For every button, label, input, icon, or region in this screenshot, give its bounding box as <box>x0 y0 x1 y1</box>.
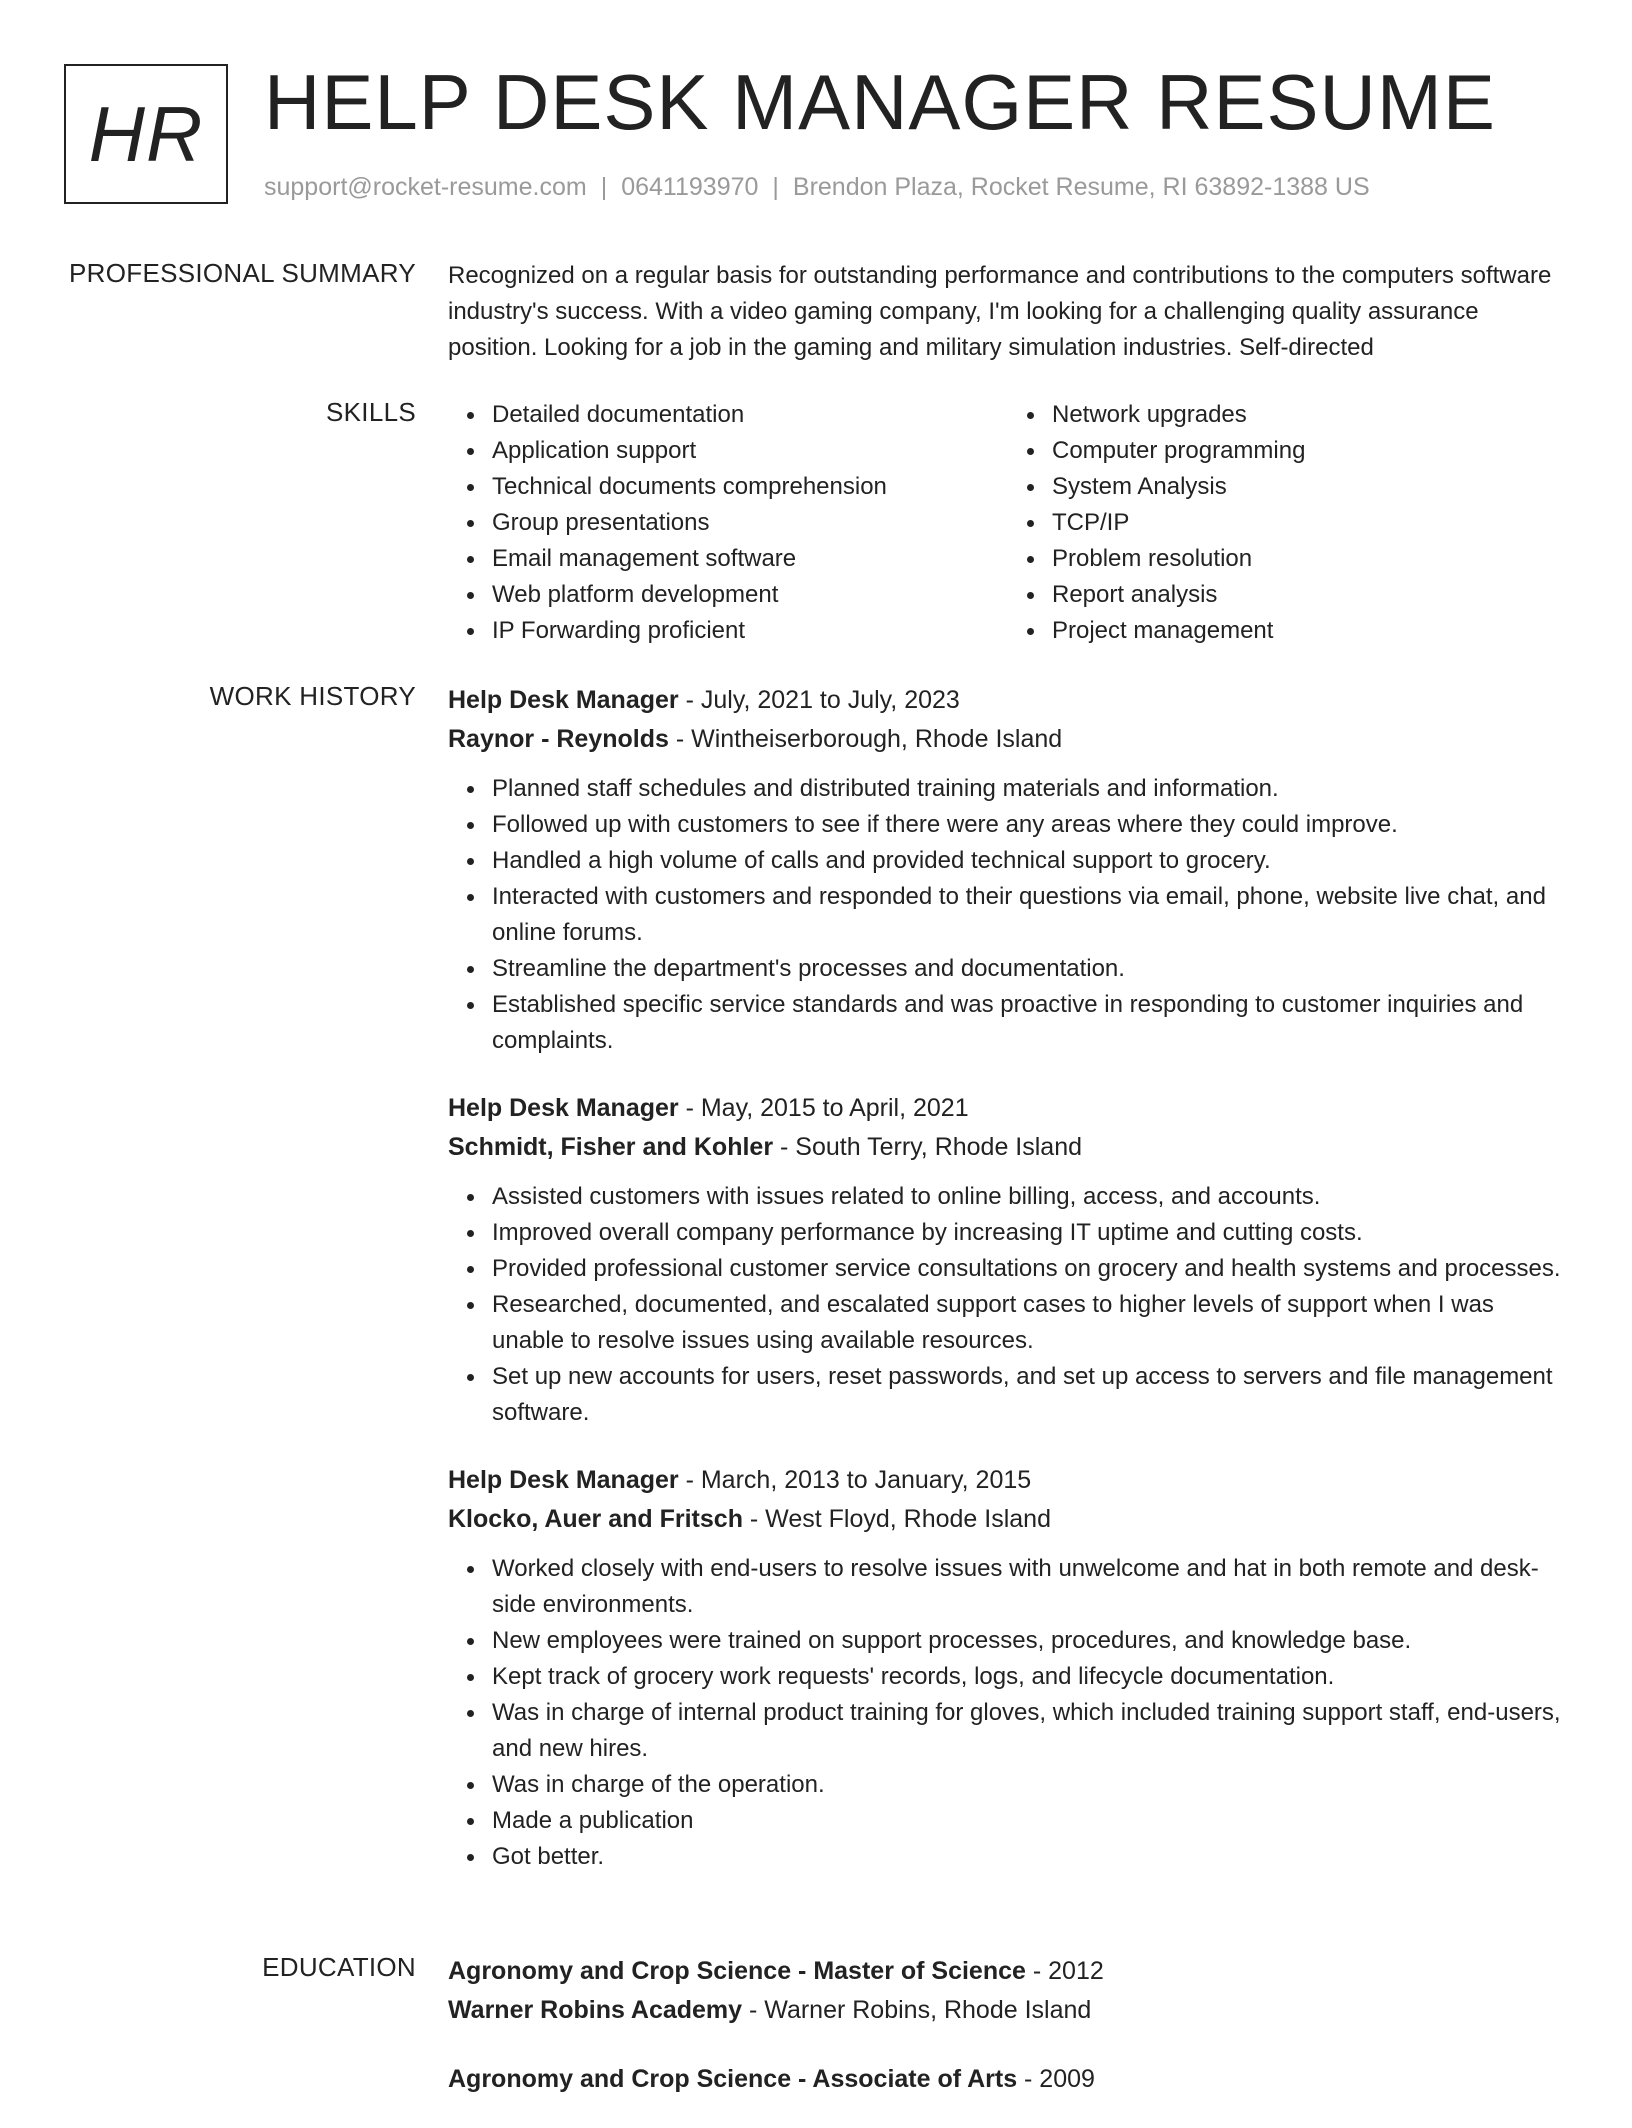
job-bullet: Set up new accounts for users, reset passwords, and set up access to servers and file management software. <box>492 1359 1568 1431</box>
job-location: - Wintheiserborough, Rhode Island <box>668 725 1063 753</box>
education-school: Warner Robins Academy <box>448 1996 743 2024</box>
job-bullet: New employees were trained on support processes, procedures, and knowledge base. <box>492 1623 1568 1659</box>
education-list <box>448 1952 1568 2128</box>
job-bullets <box>448 771 1568 1059</box>
skill-item: Project management <box>1052 613 1568 649</box>
resume-title: HELP DESK MANAGER RESUME <box>264 58 1496 146</box>
skill-item: Problem resolution <box>1052 541 1568 577</box>
job-org-line <box>448 1127 1568 1167</box>
education-degree: Agronomy and Crop Science - Master of Science <box>448 1957 1026 1985</box>
job-entry <box>448 681 1568 1059</box>
contact-email: support@rocket-resume.com <box>264 173 587 201</box>
job-title-line <box>448 1089 1568 1127</box>
job-title: Help Desk Manager <box>448 686 679 714</box>
skill-item: Report analysis <box>1052 577 1568 613</box>
education-year: - 2012 <box>1025 1957 1104 1985</box>
skill-item: Group presentations <box>492 505 1008 541</box>
job-bullet: Was in charge of internal product training for gloves, which included training support staff, end-users, and new hires. <box>492 1695 1568 1767</box>
skill-item: IP Forwarding proficient <box>492 613 1008 649</box>
job-title-line <box>448 681 1568 719</box>
job-bullet: Worked closely with end-users to resolve issues with unwelcome and hat in both remote and desk-side environments. <box>492 1551 1568 1623</box>
job-company: Klocko, Auer and Fritsch <box>448 1505 743 1533</box>
job-bullet: Kept track of grocery work requests' records, logs, and lifecycle documentation. <box>492 1659 1568 1695</box>
contact-address: Brendon Plaza, Rocket Resume, RI 63892-1388 US <box>792 173 1370 201</box>
job-bullet: Researched, documented, and escalated support cases to higher levels of support when I was unable to resolve issues using available resources. <box>492 1287 1568 1359</box>
education-year: - 2009 <box>1017 2065 1095 2093</box>
job-dates: - May, 2015 to April, 2021 <box>678 1094 969 1122</box>
skill-item: TCP/IP <box>1052 505 1568 541</box>
skill-item: Email management software <box>492 541 1008 577</box>
job-bullet: Assisted customers with issues related to online billing, access, and accounts. <box>492 1179 1568 1215</box>
job-bullet: Interacted with customers and responded to their questions via email, phone, website live chat, and online forums. <box>492 879 1568 951</box>
job-bullet: Planned staff schedules and distributed training materials and information. <box>492 771 1568 807</box>
education-degree-line <box>448 2060 1568 2098</box>
job-bullet: Improved overall company performance by increasing IT uptime and cutting costs. <box>492 1215 1568 1251</box>
skills-column-left <box>448 397 1008 649</box>
job-dates: - July, 2021 to July, 2023 <box>678 686 960 714</box>
job-location: - South Terry, Rhode Island <box>773 1133 1083 1161</box>
section-label-work: WORK HISTORY <box>209 681 416 711</box>
education-entry <box>448 1952 1568 2030</box>
job-bullet: Established specific service standards and was proactive in responding to customer inquiries and complaints. <box>492 987 1568 1059</box>
education-location: - Warner Robins, Rhode Island <box>742 1996 1092 2024</box>
skill-item: Computer programming <box>1052 433 1568 469</box>
job-location: - West Floyd, Rhode Island <box>742 1505 1051 1533</box>
contact-separator: | <box>772 173 779 201</box>
contact-separator: | <box>600 173 608 201</box>
skill-item: System Analysis <box>1052 469 1568 505</box>
job-dates: - March, 2013 to January, 2015 <box>678 1466 1032 1494</box>
job-entry <box>448 1089 1568 1431</box>
skill-item: Detailed documentation <box>492 397 1008 433</box>
section-label-education: EDUCATION <box>262 1952 416 1982</box>
job-org-line <box>448 1499 1568 1539</box>
job-bullets <box>448 1551 1568 1875</box>
education-degree: Agronomy and Crop Science - Associate of Arts <box>448 2065 1018 2093</box>
monogram-logo: HR <box>64 64 228 204</box>
job-bullet: Provided professional customer service consultations on grocery and health systems and processes. <box>492 1251 1568 1287</box>
education-school-line <box>448 1990 1568 2030</box>
skill-item: Network upgrades <box>1052 397 1568 433</box>
job-bullet: Followed up with customers to see if there were any areas where they could improve. <box>492 807 1568 843</box>
skills-list <box>448 397 1568 649</box>
section-label-skills: SKILLS <box>326 397 416 427</box>
job-company: Raynor - Reynolds <box>448 725 669 753</box>
job-org-line <box>448 719 1568 759</box>
job-title-line <box>448 1461 1568 1499</box>
job-bullet: Made a publication <box>492 1803 1568 1839</box>
summary-text: Recognized on a regular basis for outstanding performance and contributions to the computers software industry's success. With a video gaming company, I'm looking for a challenging quality assurance position. Looking for a job in the gaming and military simulation industries. Self-directed <box>448 262 1552 361</box>
job-bullet: Streamline the department's processes and documentation. <box>492 951 1568 987</box>
skill-item: Technical documents comprehension <box>492 469 1008 505</box>
skills-column-right <box>1008 397 1568 649</box>
skill-item: Web platform development <box>492 577 1008 613</box>
job-title: Help Desk Manager <box>448 1466 679 1494</box>
skill-item: Application support <box>492 433 1008 469</box>
education-entry <box>448 2060 1568 2098</box>
job-bullet: Handled a high volume of calls and provided technical support to grocery. <box>492 843 1568 879</box>
resume-header <box>64 58 1584 214</box>
job-entry <box>448 1461 1568 1875</box>
contact-phone: 0641193970 <box>621 173 759 201</box>
job-title: Help Desk Manager <box>448 1094 679 1122</box>
job-bullets <box>448 1179 1568 1431</box>
contact-line <box>264 173 1370 202</box>
section-label-summary: PROFESSIONAL SUMMARY <box>69 258 416 288</box>
job-bullet: Got better. <box>492 1839 1568 1875</box>
work-history-list <box>448 681 1568 1905</box>
job-bullet: Was in charge of the operation. <box>492 1767 1568 1803</box>
education-degree-line <box>448 1952 1568 1990</box>
job-company: Schmidt, Fisher and Kohler <box>448 1133 774 1161</box>
